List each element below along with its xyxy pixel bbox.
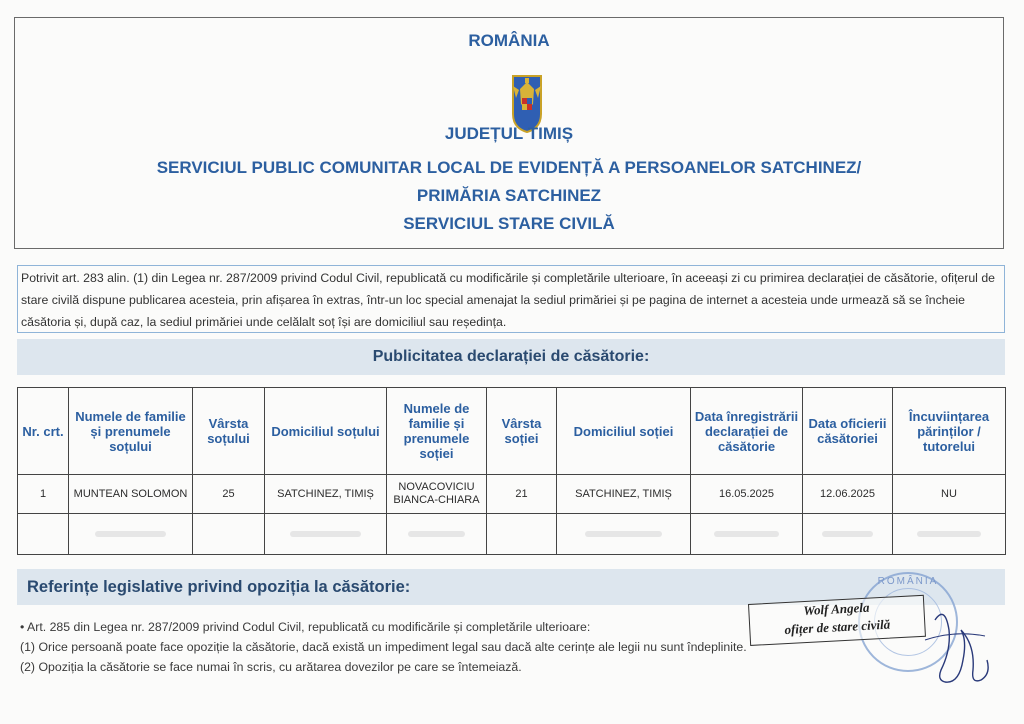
ceremony-date: 12.06.2025 bbox=[803, 475, 893, 514]
empty-cell bbox=[193, 514, 265, 555]
service-title-line1: SERVICIUL PUBLIC COMUNITAR LOCAL DE EVIDENȚĂ A PERSOANELOR SATCHINEZ/ bbox=[156, 158, 862, 177]
empty-cell bbox=[18, 514, 69, 555]
table-header-row bbox=[18, 388, 1006, 475]
officer-name: Wolf Angela bbox=[802, 599, 870, 619]
wife-name: NOVACOVICIU BIANCA-CHIARA bbox=[387, 475, 487, 514]
intro-paragraph: Potrivit art. 283 alin. (1) din Legea nr. 287/2009 privind Codul Civil, republicată cu modificările și completările ulterioare, în aceeași zi cu primirea declarației de căsătorie, ofițerul de stare civilă dispune publicarea acesteia, prin afișarea în extras, într-un loc special amenajat la sediul primăriei și pe pagina de internet a acesteia unde urmează să se încheie căsătoria și, după caz, la sediul primăriei unde celălalt soț își are domiciliul sau reședința. bbox=[17, 265, 1005, 333]
legal-ref-item: • Art. 285 din Legea nr. 287/2009 privind Codul Civil, republicată cu modificările și completările ulterioare: bbox=[20, 620, 591, 634]
empty-cell bbox=[893, 514, 1006, 555]
husband-age: 25 bbox=[193, 475, 265, 514]
empty-cell bbox=[691, 514, 803, 555]
wife-domicile: SATCHINEZ, TIMIȘ bbox=[557, 475, 691, 514]
row-number: 1 bbox=[18, 475, 69, 514]
empty-cell bbox=[69, 514, 193, 555]
column-header: Vârsta soțului bbox=[193, 388, 265, 475]
officer-title: ofițer de stare civilă bbox=[784, 616, 891, 638]
column-header: Vârsta soției bbox=[487, 388, 557, 475]
legal-ref-item: (2) Opoziția la căsătorie se face numai în scris, cu arătarea dovezilor pe care se întemeiază. bbox=[20, 660, 522, 674]
empty-cell bbox=[487, 514, 557, 555]
department-title: SERVICIUL STARE CIVILĂ bbox=[403, 214, 615, 233]
service-title-line2: PRIMĂRIA SATCHINEZ bbox=[416, 186, 602, 205]
husband-name: MUNTEAN SOLOMON bbox=[69, 475, 193, 514]
document-header bbox=[14, 17, 1004, 249]
table-row-empty bbox=[18, 514, 1006, 555]
marriage-declaration-table bbox=[17, 387, 1006, 555]
column-header: Data oficierii căsătoriei bbox=[803, 388, 893, 475]
husband-domicile: SATCHINEZ, TIMIȘ bbox=[265, 475, 387, 514]
column-header: Data înregistrării declarației de căsătorie bbox=[691, 388, 803, 475]
publication-section-band bbox=[17, 339, 1005, 375]
parental-consent: NU bbox=[893, 475, 1006, 514]
registration-date: 16.05.2025 bbox=[691, 475, 803, 514]
column-header: Încuviințarea părinților / tutorelui bbox=[893, 388, 1006, 475]
column-header: Nr. crt. bbox=[18, 388, 69, 475]
column-header: Numele de familie și prenumele soțului bbox=[69, 388, 193, 475]
column-header: Numele de familie și prenumele soției bbox=[387, 388, 487, 475]
publication-title: Publicitatea declarației de căsătorie: bbox=[372, 348, 650, 365]
legal-refs-title: Referințe legislative privind opoziția la căsătorie: bbox=[27, 578, 411, 596]
column-header: Domiciliul soției bbox=[557, 388, 691, 475]
table-row bbox=[18, 475, 1006, 514]
column-header: Domiciliul soțului bbox=[265, 388, 387, 475]
empty-cell bbox=[803, 514, 893, 555]
legal-ref-item: (1) Orice persoană poate face opoziție la căsătorie, dacă există un impediment legal sau dacă alte cerințe ale legii nu sunt îndeplinite. bbox=[20, 640, 747, 654]
empty-cell bbox=[557, 514, 691, 555]
seal-text: ROMÂNIA bbox=[877, 576, 939, 587]
handwritten-signature bbox=[915, 600, 995, 690]
empty-cell bbox=[265, 514, 387, 555]
wife-age: 21 bbox=[487, 475, 557, 514]
county-title: JUDEȚUL TIMIȘ bbox=[444, 124, 574, 143]
country-title: ROMÂNIA bbox=[468, 31, 550, 50]
empty-cell bbox=[387, 514, 487, 555]
